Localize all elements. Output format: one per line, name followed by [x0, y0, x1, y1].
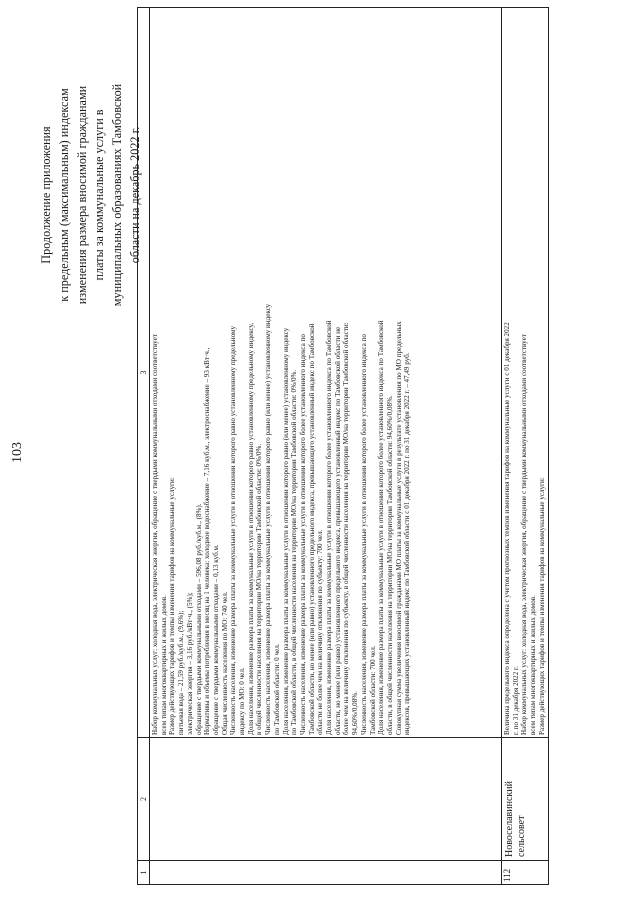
text-line: области, в общей численности населения на территории МО/на территории Тамбовской области: 94,60%/0,08%. — [385, 395, 394, 735]
row-description — [150, 8, 502, 738]
text-line: Доля населения, изменение размера платы за коммунальные услуги в отношении которого более установленного индекса по Тамбовской — [325, 320, 334, 735]
text-line: Набор коммунальных услуг: холодная вода, электрическая энергия, обращение с твердыми коммунальными отходами соответствует — [151, 334, 159, 735]
table-row — [502, 8, 549, 885]
text-line: по Тамбовской области: 0 чел. — [272, 643, 281, 735]
municipality-name — [150, 738, 502, 861]
row-number: 112 — [502, 861, 549, 885]
text-line: Размер действующих тарифов и темпы изменения тарифов на коммунальные услуги: — [537, 477, 546, 735]
text-line: в общей численности населения на территории МО/на территории Тамбовской области: 0%/0%. — [255, 443, 264, 735]
text-line: Тамбовской области: 700 чел. — [368, 645, 377, 735]
text-line: области не более чем на величину отклонения по субъекту: 700 чел. — [316, 529, 325, 735]
table-row — [150, 8, 502, 885]
text-line: Тамбовской области, но менее (или равно) установленного предельного индекса, превышающего установленный индекс по Тамбовской — [307, 323, 316, 735]
text-line: г. по 31 декабря 2022 г. — [511, 666, 520, 735]
text-line: индексов, превышающих установленный индекс по Тамбовской области с 01 декабря 2022 г. по 31 декабря 2022 г. – 47,49 руб. — [403, 352, 412, 735]
text-line: электрическая энергия – 3,16 руб./кВт·ч., (5%); — [185, 592, 194, 735]
text-line: Доля населения, изменение размера платы за коммунальные услуги в отношении которого более установленного индекса по Тамбовской — [377, 320, 386, 735]
text-line: более чем на величину отклонения по субъекту, в общей численности населения на территории МО/на территории Тамбовской области: — [342, 322, 351, 735]
text-line: 94,60%/0,08%. — [351, 691, 360, 735]
text-line: Набор коммунальных услуг: холодная вода, электрическая энергия, обращение с твердыми коммунальными отходами соответствует — [520, 334, 529, 735]
text-line: Доля населения, изменение размера платы за коммунальные услуги в отношении которого равно установленному предельному индексу, — [246, 322, 255, 735]
text-line: питьевая вода – 21,59 руб./куб.м., (9,6%); — [177, 610, 186, 735]
row-description — [502, 8, 549, 738]
text-line: Нормативы и объемы потребления в месяц на 1 человека: холодное водоснабжение – 7,16 куб.м., электроснабжение – 93 кВт·ч., — [203, 347, 212, 735]
text-line: области, но менее (или равно) установленного предельного индекса, превышающего установленный индекс по Тамбовской области не — [333, 326, 342, 735]
heading-line: области на декабрь 2022 г. — [127, 126, 142, 264]
row-number — [150, 861, 502, 885]
text-line: обращение с твердыми коммунальными отходами – 596,08 руб./куб.м., (8%). — [194, 503, 203, 735]
heading-line: к предельным (максимальным) индексам — [56, 88, 71, 302]
text-line: Величина предельного индекса определена с учетом прогнозных темпов изменения тарифов на коммунальные услуги с 01 декабря 2022 — [503, 322, 511, 735]
text-line: Общая численность населения по МО: 740 чел. — [220, 591, 229, 735]
text-line: индексу по МО: 0 чел. — [238, 667, 247, 735]
text-line: Совокупная сумма увеличения вносимой гражданами МО платы за коммунальные услуги в результате установления по МО предельных — [394, 321, 403, 735]
text-line: Численность населения, изменение размера платы за коммунальные услуги в отношении которого более установленного индекса по — [298, 334, 307, 735]
heading-line: муниципальных образованиях Тамбовской — [110, 83, 125, 307]
text-line: всем типам многоквартирных и жилых домов. — [529, 595, 538, 735]
column-header: 2 — [138, 738, 150, 861]
heading-line: изменения размера вносимой гражданами — [74, 85, 89, 305]
text-line: всем типам многоквартирных и жилых домов. — [159, 595, 168, 735]
indices-table — [137, 7, 549, 885]
heading-line: Продолжение приложения — [39, 126, 53, 264]
page-number: 103 — [10, 442, 25, 463]
column-header: 3 — [138, 8, 150, 738]
text-line: по Тамбовской области, в общей численности населения на территории МО/на территории Тамбовской области: 0%/0%. — [290, 369, 299, 735]
municipality-name: Новоселавинский сельсовет — [502, 738, 549, 861]
text-line: обращение с твердыми коммунальными отходами – 0,13 куб.м. — [211, 544, 220, 735]
appendix-heading — [38, 30, 145, 360]
text-line: Численность населения, изменение размера платы за коммунальные услуги в отношении которого равно установленному предельному — [229, 325, 238, 735]
text-line: Численность населения, изменение размера платы за коммунальные услуги в отношении которого более установленного индекса по — [359, 334, 368, 735]
text-line: Размер действующих тарифов и темпы изменения тарифов на коммунальные услуги: — [168, 477, 177, 735]
column-header: 1 — [138, 861, 150, 885]
heading-line: платы за коммунальные услуги в — [92, 109, 107, 281]
text-line: Доля населения, изменение размера платы за коммунальные услуги в отношении которого равно (или менее) установленному индексу — [281, 327, 290, 735]
table-header-row — [138, 8, 150, 885]
text-line: Численность населения, изменение размера платы за коммунальные услуги в отношении которого равно (или менее) установленному индексу — [264, 303, 273, 735]
